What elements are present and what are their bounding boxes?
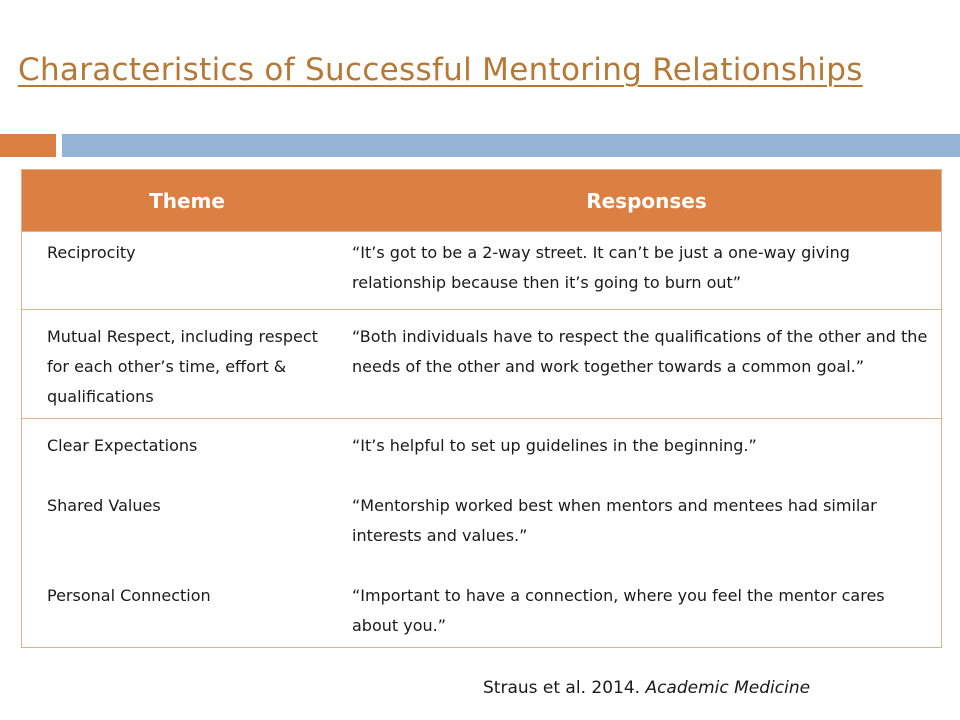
theme-cell: Reciprocity [22,232,353,310]
response-item: “Mentorship worked best when mentors and mentees had similar interests and values.” [352,496,877,545]
response-cell: “Both individuals have to respect the qualifications of the other and the needs of the other and work together towards a common goal.” [352,310,942,419]
table-row [22,232,942,310]
response-cell [352,419,942,648]
citation [483,678,810,698]
theme-item: Clear Expectations [47,436,198,455]
accent-bar-blue [62,134,960,157]
citation-text: Straus et al. 2014. [483,678,641,698]
accent-bar-orange [0,134,56,157]
slide-title: Characteristics of Successful Mentoring Relationships [18,52,863,88]
header-responses: Responses [352,170,942,232]
header-theme: Theme [22,170,353,232]
theme-item: Personal Connection [47,586,211,605]
theme-item: Shared Values [47,496,161,515]
table-header-row [22,170,942,232]
response-item: “Important to have a connection, where you feel the mentor cares about you.” [352,586,885,635]
table-row [22,310,942,419]
theme-cell [22,419,353,648]
table-row [22,419,942,648]
themes-table [21,169,942,648]
citation-journal: Academic Medicine [645,678,811,698]
theme-cell: Mutual Respect, including respect for each other’s time, effort & qualifications [22,310,353,419]
response-cell: “It’s got to be a 2-way street. It can’t be just a one-way giving relationship because then it’s going to burn out” [352,232,942,310]
response-item: “It’s helpful to set up guidelines in the beginning.” [352,436,757,455]
